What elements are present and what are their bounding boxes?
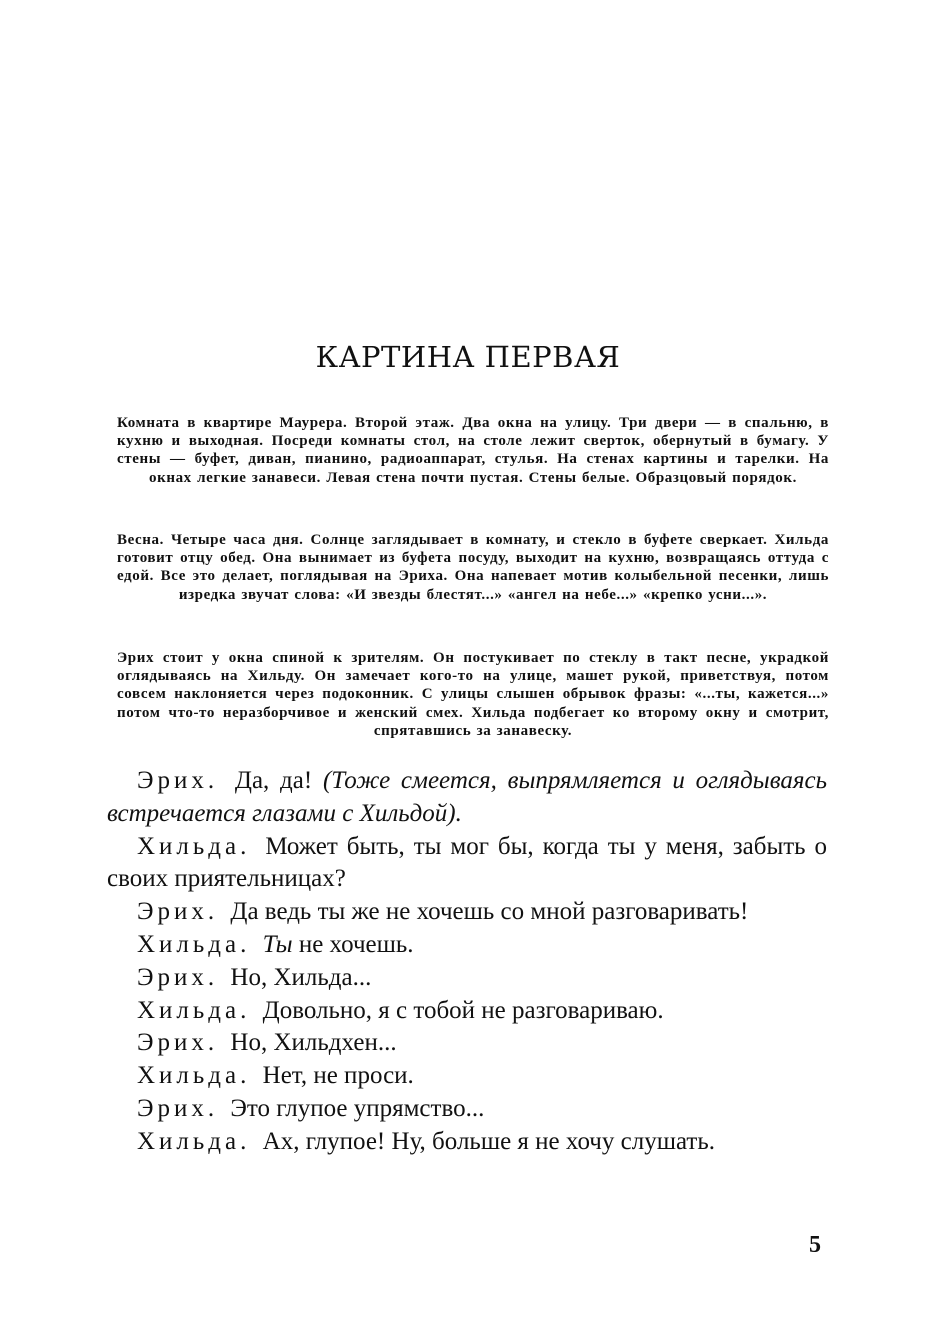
- line-text: Да, да!: [234, 767, 313, 794]
- speaker-name: Эрих.: [137, 767, 219, 794]
- dialogue-line: [107, 962, 827, 995]
- dialogue-line: [107, 765, 827, 831]
- speaker-name: Хильда.: [137, 1127, 251, 1155]
- speaker-name: Эрих.: [137, 898, 219, 926]
- line-text: Может быть, ты мог бы, когда ты у меня, забыть о своих приятельницах?: [107, 832, 828, 893]
- dialogue-line: [107, 929, 827, 962]
- speaker-name: Эрих.: [137, 963, 219, 991]
- speaker-name: Хильда.: [137, 832, 251, 860]
- speaker-name: Эрих.: [137, 1094, 219, 1122]
- line-text: Но, Хильда...: [230, 963, 372, 991]
- line-text: Но, Хильдхен...: [230, 1029, 397, 1057]
- dialogue-line: [107, 1060, 827, 1093]
- page-number: 5: [809, 1232, 821, 1258]
- stage-direction-erich: Эрих стоит у окна спиной к зрителям. Он постукивает по стеклу в такт песне, украдкой оглядываясь на Хильду. Он замечает кого-то на улице, машет рукой, приветствуя, потом совсем наклоняется через подоконник. С улицы слышен обрывок фразы: «...ты, кажется...» потом что-то неразборчивое и женский смех. Хильда подбегает ко второму окну и смотрит, спрятавшись за занавеску.: [117, 650, 829, 739]
- dialogue-line: [107, 1027, 827, 1060]
- line-text: Довольно, я с тобой не разговариваю.: [262, 996, 664, 1024]
- dialogue-line: [107, 831, 827, 897]
- dialogue-line: [107, 1093, 827, 1126]
- line-text: Ах, глупое! Ну, больше я не хочу слушать.: [262, 1127, 715, 1155]
- line-text: не хочешь.: [298, 930, 414, 958]
- line-text: Это глупое упрямство...: [230, 1094, 485, 1122]
- line-direction: (Тоже смеется, выпрямляется и оглядываясь встречается глазами с Хильдой).: [107, 767, 827, 827]
- stage-direction-spring: Весна. Четыре часа дня. Солнце заглядывает в комнату, и стекло в буфете сверкает. Хильда готовит отцу обед. Она вынимает из буфета посуду, выходит на кухню, возвращаясь оттуда с едой. Все это делает, поглядывая на Эриха. Она напевает мотив колыбельной песенки, лишь изредка звучат слова: «И звезды блестят...» «ангел на небе...» «крепко усни...».: [117, 532, 829, 603]
- speaker-name: Хильда.: [137, 930, 251, 958]
- line-emphasis: Ты: [262, 930, 293, 958]
- speaker-name: Хильда.: [137, 996, 251, 1024]
- speaker-name: Хильда.: [137, 1062, 251, 1090]
- dialogue-line: [107, 896, 827, 929]
- line-text: Нет, не проси.: [262, 1062, 414, 1090]
- dialogue-line: [107, 995, 827, 1028]
- line-text: Да ведь ты же не хочешь со мной разговаривать!: [230, 898, 749, 926]
- dialogue: [107, 765, 827, 1159]
- stage-direction-room: Комната в квартире Маурера. Второй этаж. Два окна на улицу. Три двери — в спальню, в кухню и выходная. Посреди комнаты стол, на столе лежит сверток, обернутый в бумагу. У стены — буфет, диван, пианино, радиоаппарат, стулья. На стенах картины и тарелки. На окнах легкие занавеси. Левая стена почти пустая. Стены белые. Образцовый порядок.: [117, 415, 829, 486]
- dialogue-line: [107, 1126, 827, 1159]
- speaker-name: Эрих.: [137, 1029, 219, 1057]
- scene-title: КАРТИНА ПЕРВАЯ: [315, 340, 621, 374]
